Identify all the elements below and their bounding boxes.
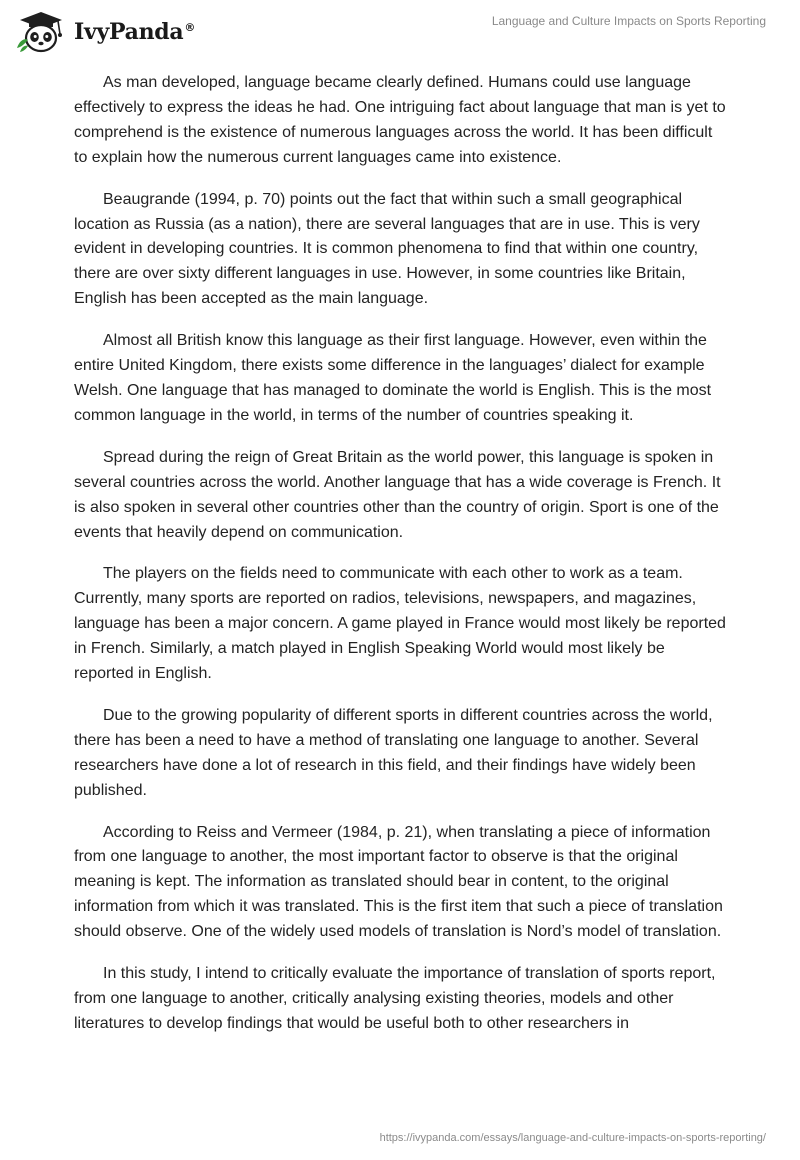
paragraph: According to Reiss and Vermeer (1984, p. 21), when translating a piece of information from one language to another, the most important factor to observe is that the original meaning is kept. The information as translated should bear in content, to the original information from which it was translated. This is the first item that such a piece of translation should observe. One of the widely used models of translation is Nord’s model of translation. [74,823,723,941]
source-url-link[interactable]: https://ivypanda.com/essays/language-and-culture-impacts-on-sports-reporting/ [379,1132,766,1144]
paragraph: Spread during the reign of Great Britain as the world power, this language is spoken in several countries across the world. Another language that has a wide coverage is French. It is also spoken in several other countries other than the country of origin. Sport is one of the events that heavily depend on communication. [74,448,721,541]
essay-body [74,71,728,1054]
paragraph: Almost all British know this language as their first language. However, even within the entire United Kingdom, there exists some difference in the languages’ dialect for example Welsh. One language that has managed to dominate the world is English. This is the most common language in the world, in terms of the number of countries speaking it. [74,332,712,424]
document-title: Language and Culture Impacts on Sports Reporting [491,14,766,28]
brand-name: IvyPanda® [74,19,196,45]
paragraph: In this study, I intend to critically evaluate the importance of translation of sports report, from one language to another, critically analysing existing theories, models and other literatures to develop findings that would be useful both to other researchers in [74,965,716,1032]
registered-mark: ® [184,20,196,34]
paragraph: As man developed, language became clearly defined. Humans could use language effectively to express the ideas he had. One intriguing fact about language that man is yet to comprehend is the existence of numerous languages across the world. It has been difficult to explain how the numerous current languages came into existence. [74,74,726,166]
page-header [0,0,800,60]
paragraph: Due to the growing popularity of different sports in different countries across the world, there has been a need to have a method of translating one language to another. Several researchers have done a lot of research in this field, and their findings have widely been published. [74,706,713,799]
paragraph: The players on the fields need to communicate with each other to work as a team. Currently, many sports are reported on radios, televisions, newspapers, and magazines, language has been a major concern. A game played in France would most likely be reported in French. Similarly, a match played in English Speaking World would most likely be reported in English. [74,565,726,683]
paragraph: Beaugrande (1994, p. 70) points out the fact that within such a small geographical location as Russia (as a nation), there are several languages that are in use. This is very evident in developing countries. It is common phenomena to find that within one country, there are over sixty different languages in use. However, in some countries like Britain, English has been accepted as the main language. [74,190,700,308]
brand-logo[interactable] [14,10,195,54]
panda-logo-icon [14,10,68,54]
